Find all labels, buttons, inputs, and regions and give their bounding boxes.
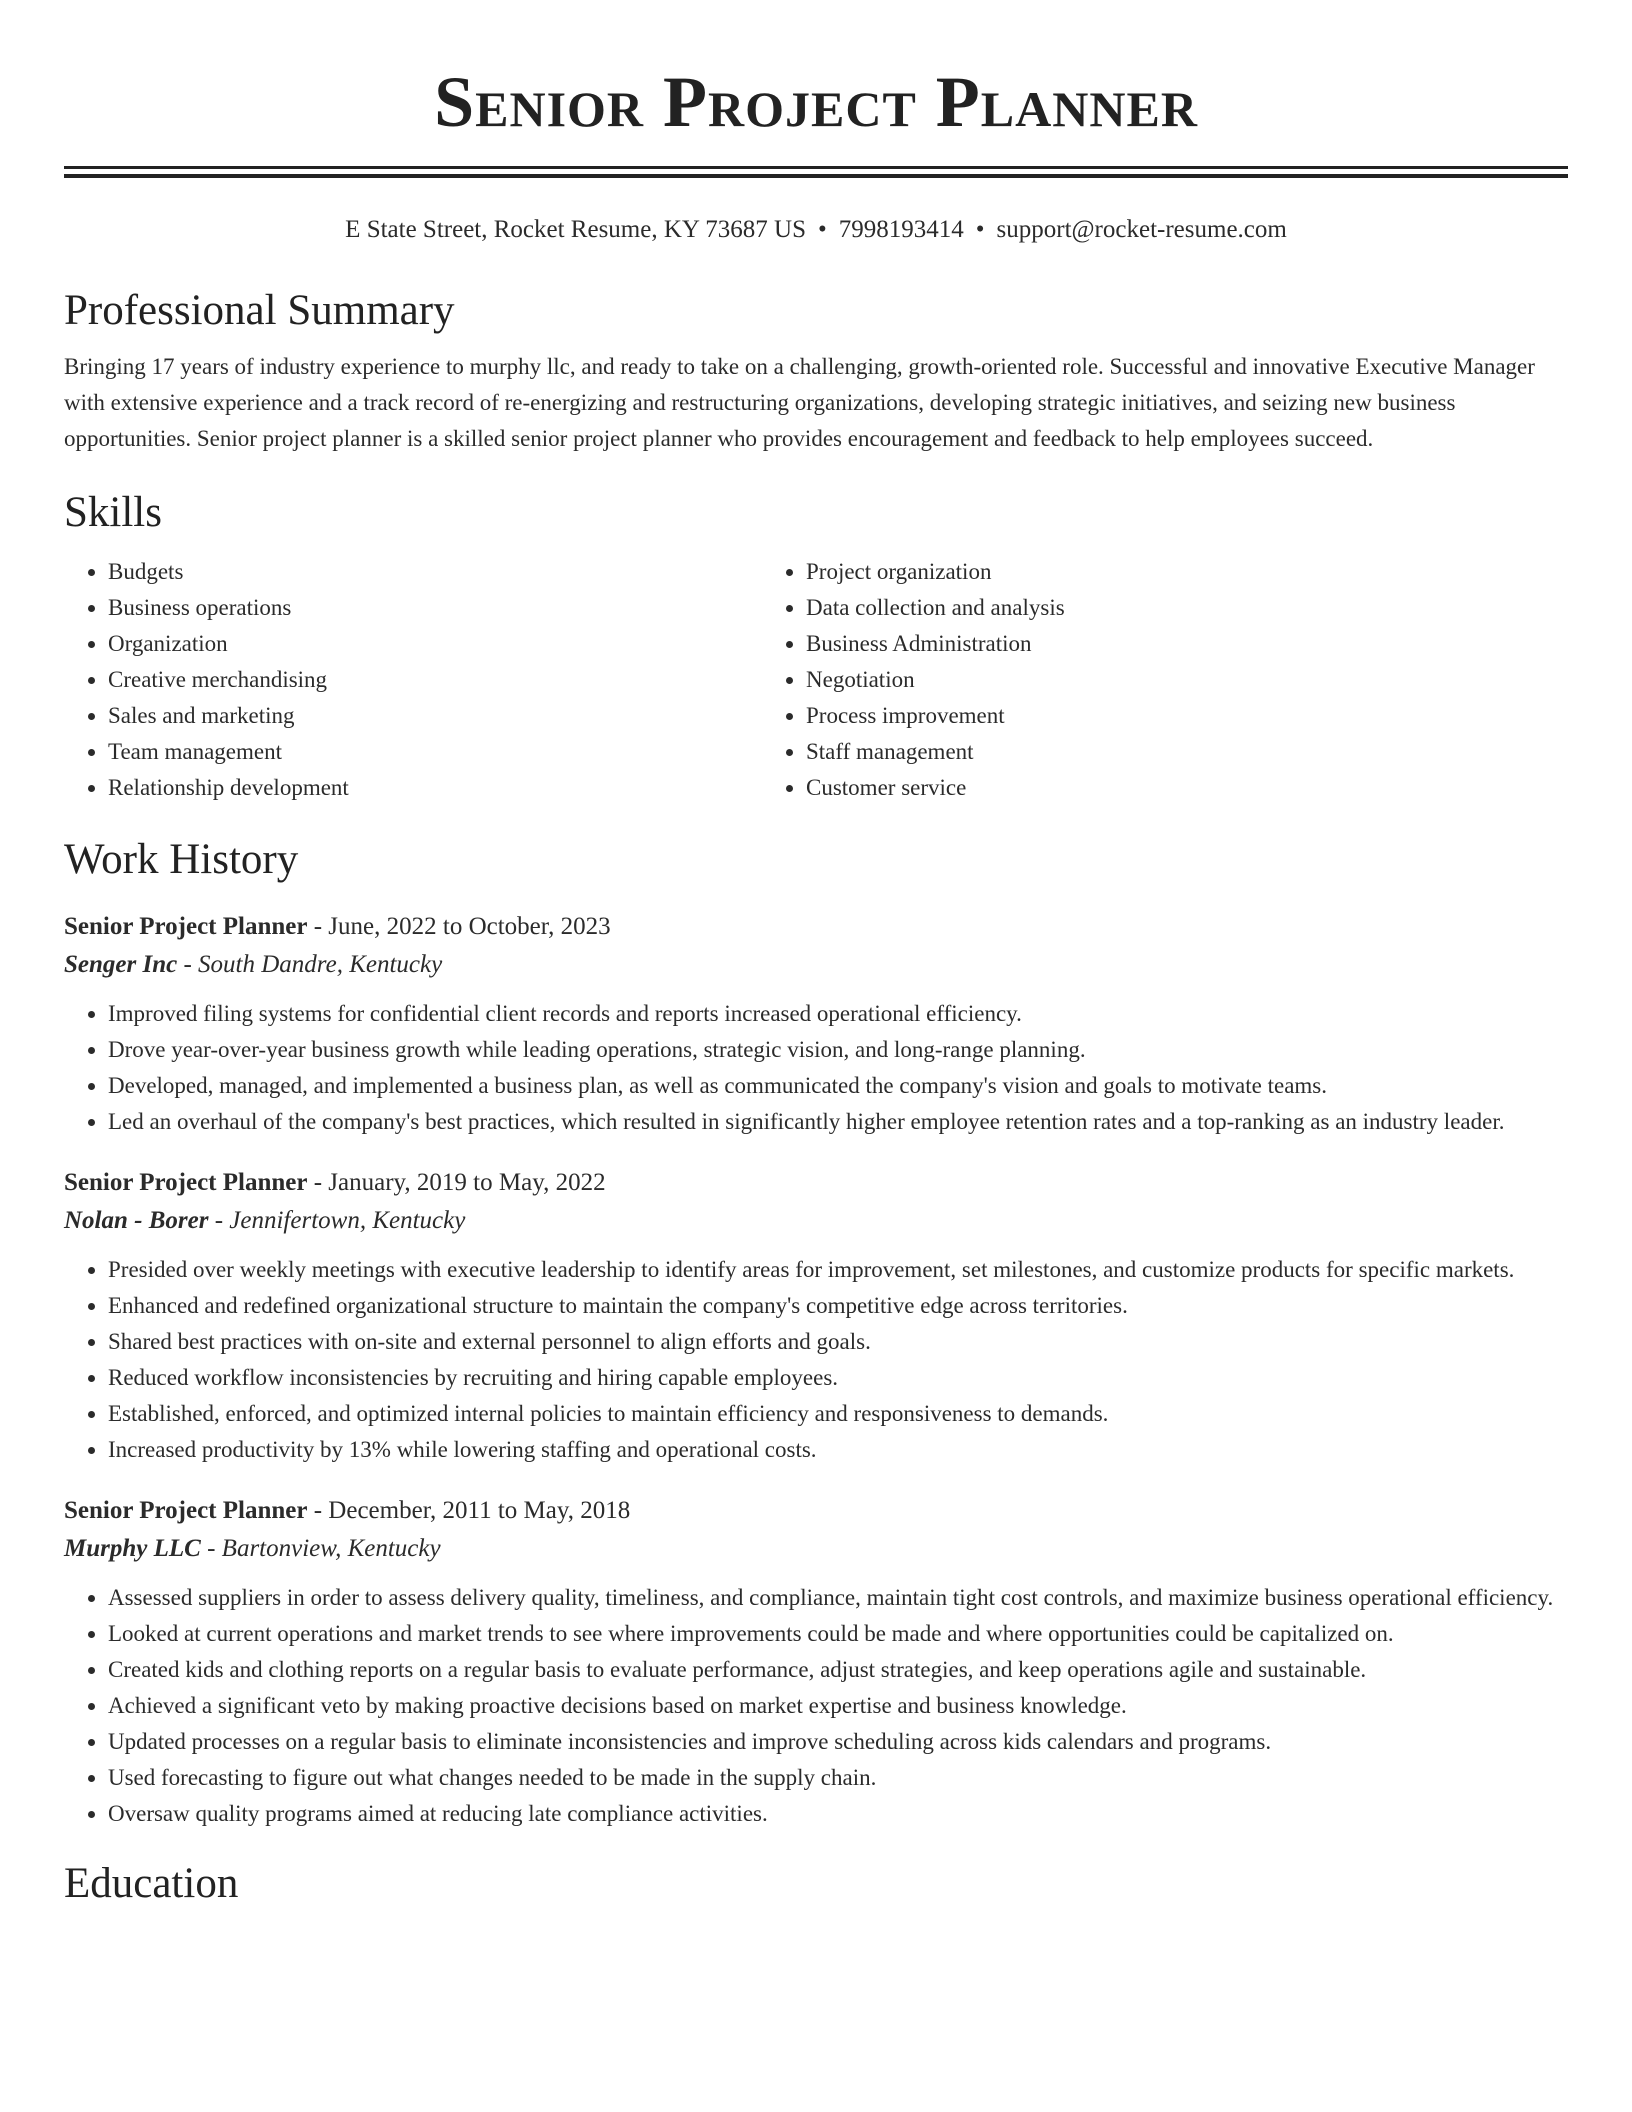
job-bullet: • Reduced workflow inconsistencies by recruiting and hiring capable employees. <box>108 1360 1568 1396</box>
job-bullet: • Established, enforced, and optimized internal policies to maintain efficiency and responsiveness to demands. <box>108 1396 1568 1432</box>
job-company-line <box>64 1530 1568 1568</box>
skill-item: • Creative merchandising <box>108 662 762 698</box>
contact-address: E State Street, Rocket Resume, KY 73687 US <box>345 216 806 243</box>
header-divider-top <box>64 166 1568 169</box>
job-company-name: Senger Inc <box>64 951 178 978</box>
skill-item: • Data collection and analysis <box>806 590 1568 626</box>
job-bullet: • Shared best practices with on-site and external personnel to align efforts and goals. <box>108 1324 1568 1360</box>
job-bullets <box>64 1252 1568 1468</box>
job-location: - Jennifertown, Kentucky <box>208 1207 466 1234</box>
work-history-list <box>64 908 1568 1832</box>
job-company-name: Murphy LLC <box>64 1535 201 1562</box>
job-bullet: • Drove year-over-year business growth while leading operations, strategic vision, and long-range planning. <box>108 1032 1568 1068</box>
job-bullet: • Enhanced and redefined organizational structure to maintain the company's competitive edge across territories. <box>108 1288 1568 1324</box>
summary-heading: Professional Summary <box>64 287 455 334</box>
contact-separator: • <box>818 216 827 243</box>
job-title: Senior Project Planner <box>64 1169 308 1196</box>
skill-item: • Organization <box>108 626 762 662</box>
job-dates: - June, 2022 to October, 2023 <box>307 913 611 940</box>
contact-phone: 7998193414 <box>838 216 964 243</box>
job-bullet: • Looked at current operations and market trends to see where improvements could be made and where opportunities could be capitalized on. <box>108 1616 1568 1652</box>
job-company-line <box>64 946 1568 984</box>
skill-item: • Sales and marketing <box>108 698 762 734</box>
job-location: - South Dandre, Kentucky <box>177 951 443 978</box>
job-entry <box>64 1492 1568 1832</box>
skill-item: • Negotiation <box>806 662 1568 698</box>
job-entry <box>64 908 1568 1140</box>
job-bullet: • Presided over weekly meetings with executive leadership to identify areas for improvement, set milestones, and customize products for specific markets. <box>108 1252 1568 1288</box>
work-history-heading: Work History <box>64 836 299 883</box>
skill-item: • Budgets <box>108 554 762 590</box>
job-company-name: Nolan - Borer <box>64 1207 209 1234</box>
job-company-line <box>64 1202 1568 1240</box>
job-bullet: • Created kids and clothing reports on a regular basis to evaluate performance, adjust strategies, and keep operations agile and sustainable. <box>108 1652 1568 1688</box>
job-title: Senior Project Planner <box>64 913 308 940</box>
job-bullet: • Achieved a significant veto by making proactive decisions based on market expertise and business knowledge. <box>108 1688 1568 1724</box>
skill-item: • Team management <box>108 734 762 770</box>
job-entry <box>64 1164 1568 1468</box>
job-bullet: • Led an overhaul of the company's best practices, which resulted in significantly higher employee retention rates and a top-ranking as an industry leader. <box>108 1104 1568 1140</box>
job-dates: - January, 2019 to May, 2022 <box>307 1169 606 1196</box>
job-location: - Bartonview, Kentucky <box>200 1535 441 1562</box>
job-bullet: • Increased productivity by 13% while lowering staffing and operational costs. <box>108 1432 1568 1468</box>
job-bullets <box>64 1580 1568 1832</box>
skill-item: • Customer service <box>806 770 1568 806</box>
skills-column-left <box>64 554 762 806</box>
skill-item: • Relationship development <box>108 770 762 806</box>
skills-heading: Skills <box>64 489 162 536</box>
skill-item: • Project organization <box>806 554 1568 590</box>
job-header <box>64 1164 1568 1202</box>
job-header <box>64 908 1568 946</box>
skill-item: • Business Administration <box>806 626 1568 662</box>
job-bullets <box>64 996 1568 1140</box>
job-dates: - December, 2011 to May, 2018 <box>307 1497 631 1524</box>
skill-item: • Staff management <box>806 734 1568 770</box>
education-heading: Education <box>64 1860 239 1907</box>
job-bullet: • Used forecasting to figure out what changes needed to be made in the supply chain. <box>108 1760 1568 1796</box>
contact-line <box>64 213 1568 247</box>
job-bullet: • Improved filing systems for confidential client records and reports increased operational efficiency. <box>108 996 1568 1032</box>
job-bullet: • Developed, managed, and implemented a business plan, as well as communicated the company's vision and goals to motivate teams. <box>108 1068 1568 1104</box>
job-header <box>64 1492 1568 1530</box>
job-title: Senior Project Planner <box>64 1497 308 1524</box>
skill-item: • Process improvement <box>806 698 1568 734</box>
resume-name: Senior Project Planner <box>434 62 1198 142</box>
skill-item: • Business operations <box>108 590 762 626</box>
skills-column-right <box>762 554 1568 806</box>
job-bullet: • Updated processes on a regular basis to eliminate inconsistencies and improve scheduling across kids calendars and programs. <box>108 1724 1568 1760</box>
resume-page <box>64 0 1568 1910</box>
job-bullet: • Oversaw quality programs aimed at reducing late compliance activities. <box>108 1796 1568 1832</box>
header-divider-bottom <box>64 174 1568 178</box>
job-bullet: • Assessed suppliers in order to assess delivery quality, timeliness, and compliance, maintain tight cost controls, and maximize business operational efficiency. <box>108 1580 1568 1616</box>
summary-text: Bringing 17 years of industry experience to murphy llc, and ready to take on a challenging, growth-oriented role. Successful and innovative Executive Manager with extensive experience and a track record of re-energizing and restructuring organizations, developing strategic initiatives, and seizing new business opportunities. Senior project planner is a skilled senior project planner who provides encouragement and feedback to help employees succeed. <box>64 354 1535 451</box>
contact-email[interactable]: support@rocket-resume.com <box>996 216 1287 243</box>
skills-list <box>64 554 1568 806</box>
contact-separator: • <box>975 216 985 243</box>
